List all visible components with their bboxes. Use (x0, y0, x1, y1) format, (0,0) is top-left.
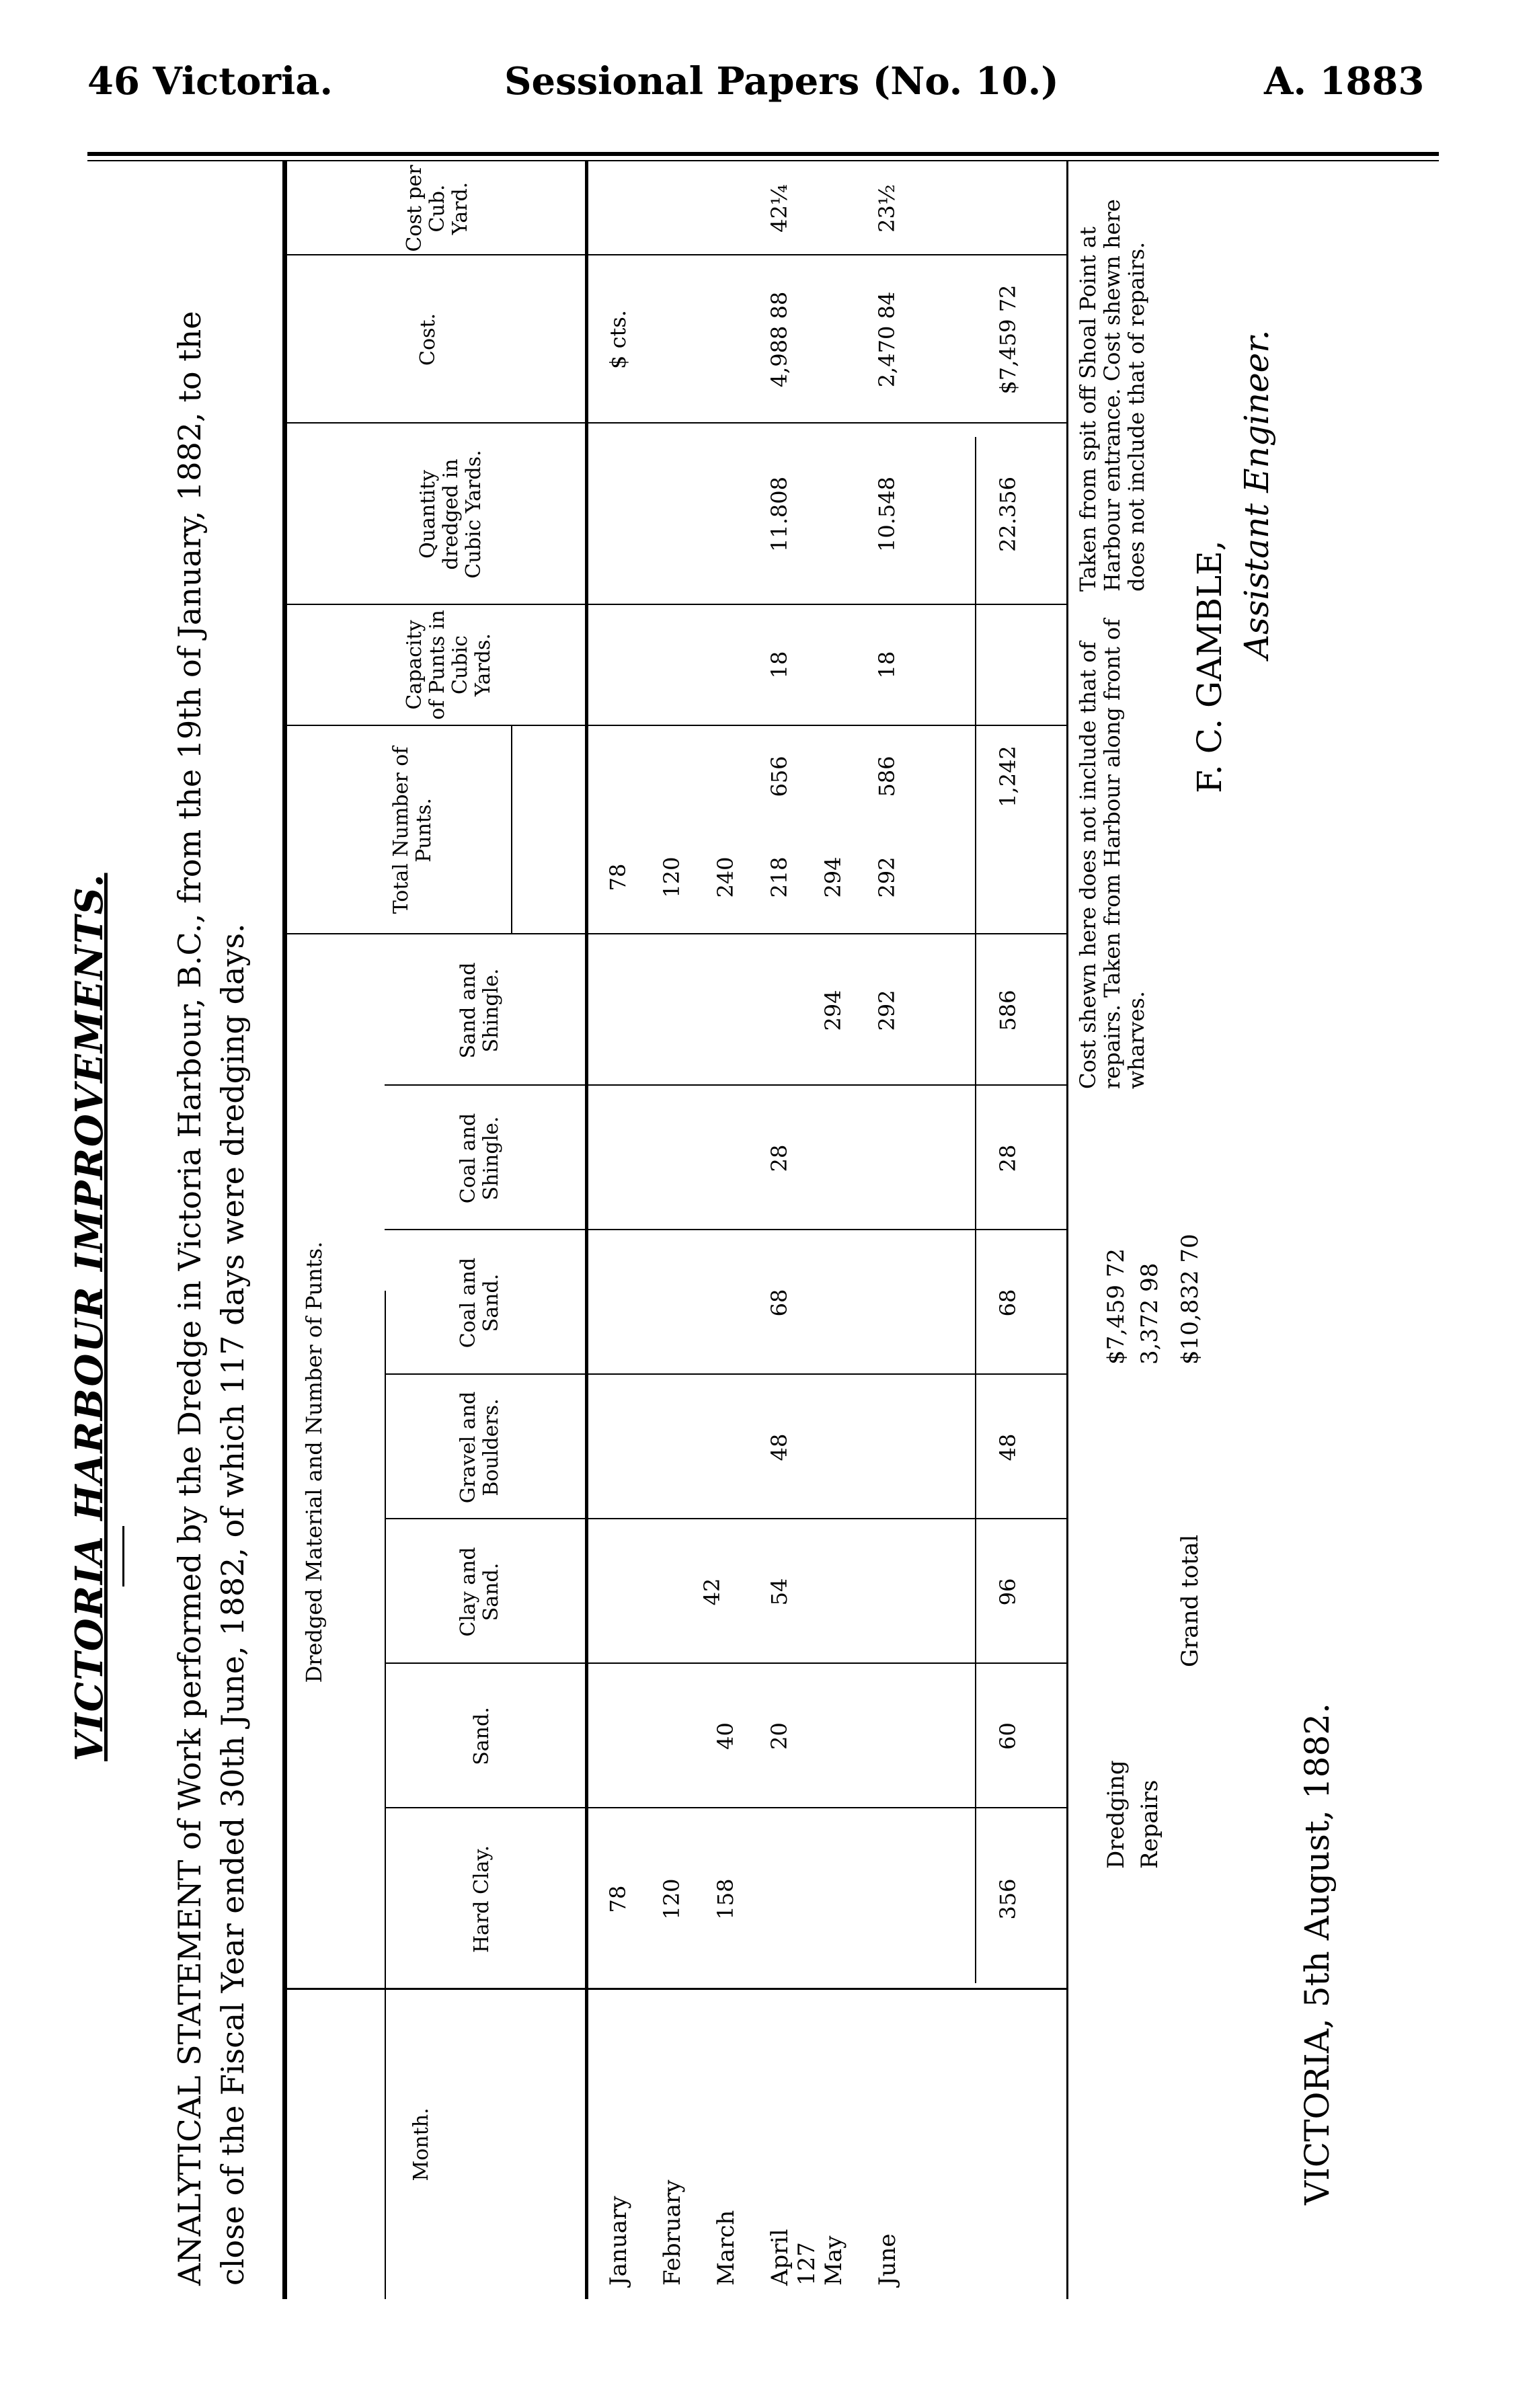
header-coal-sand: Coal and Sand. (457, 1257, 503, 1349)
col-sep-sand (385, 1662, 1066, 1664)
header-coal-shingle: Coal and Shingle. (457, 1113, 503, 1204)
table-header-rule (585, 161, 588, 2299)
col-sep-month (282, 1988, 1066, 1990)
cell-apr-gravel: 48 (766, 1433, 792, 1461)
page-number: 127 (793, 2242, 820, 2286)
summary-dredging-label: Dredging (1103, 1760, 1130, 1869)
col-sep-capacity (282, 604, 1066, 605)
rotated-page-content (0, 121, 1358, 2339)
row-january-month: January (605, 2196, 632, 2286)
remark-1: Cost shewn here does not include that of repairs. Taken from Harbour along front of wharves. (1075, 618, 1149, 1089)
totals-rule (975, 437, 976, 1983)
total-hard-clay: 356 (995, 1878, 1021, 1920)
header-total-punts: Total Number of Punts. (389, 746, 436, 914)
row-april-month: April (766, 2229, 793, 2286)
header-material-group: Dredged Material and Number of Punts. (301, 1241, 327, 1683)
col-sep-gravel (385, 1373, 1066, 1375)
summary-dredging-value: $7,459 72 (1103, 1248, 1130, 1365)
cell-mar-punts: 240 (713, 856, 738, 898)
total-gravel: 48 (995, 1433, 1021, 1461)
document-title: VICTORIA HARBOUR IMPROVEMENTS. (67, 873, 112, 1761)
cell-apr-sand: 20 (766, 1722, 792, 1750)
cell-jun-capacity: 18 (874, 651, 900, 679)
header-sand: Sand. (470, 1707, 494, 1765)
summary-grand-total-value: $10,832 70 (1177, 1234, 1204, 1365)
cell-apr-quantity: 11.808 (766, 477, 792, 552)
total-punts-subrule (511, 726, 512, 933)
table-top-rule (282, 161, 287, 2299)
col-sep-hardclay (385, 1807, 1066, 1808)
cell-may-sand-shingle: 294 (820, 990, 846, 1031)
total-cost: $7,459 72 (995, 284, 1021, 395)
cost-units: $ cts. (605, 310, 631, 369)
cell-mar-hard-clay: 158 (713, 1878, 738, 1920)
cell-apr-cost: 4,988 88 (766, 291, 792, 388)
total-coal-shingle: 28 (995, 1144, 1021, 1172)
header-month: Month. (409, 2108, 433, 2181)
cell-jun-punts: 292 (874, 856, 900, 898)
cell-jan-punts: 78 (605, 863, 631, 891)
material-group-rule (385, 1291, 386, 2299)
col-sep-claysand (385, 1518, 1066, 1519)
header-gravel-boulders: Gravel and Boulders. (457, 1391, 503, 1504)
signature-title: Assistant Engineer. (1237, 329, 1276, 659)
col-sep-totalpunts (282, 725, 1066, 726)
cell-apr-punts-group: 656 (766, 756, 792, 797)
total-punts: 1,242 (995, 746, 1021, 807)
table-bottom-rule (1066, 161, 1068, 2299)
row-june-month: June (874, 2233, 901, 2286)
cell-feb-hard-clay: 120 (659, 1878, 684, 1920)
cell-jun-punts-group: 586 (874, 756, 900, 797)
total-quantity: 22.356 (995, 477, 1021, 552)
cell-apr-punts: 218 (766, 856, 792, 898)
row-march-month: March (713, 2210, 740, 2286)
cell-apr-cost-per-yard: 42¼ (766, 184, 792, 233)
summary-repairs-label: Repairs (1136, 1779, 1163, 1869)
title-underline-short (122, 1526, 124, 1587)
summary-grand-total-label: Grand total (1177, 1534, 1204, 1667)
header-quantity: Quantity dredged in Cubic Yards. (416, 450, 485, 579)
cell-mar-clay-sand: 42 (699, 1578, 725, 1606)
row-february-month: February (659, 2179, 686, 2286)
cell-apr-capacity: 18 (766, 651, 792, 679)
header-clay-sand: Clay and Sand. (457, 1547, 503, 1637)
summary-repairs-value: 3,372 98 (1136, 1262, 1163, 1365)
header-right: A. 1883 (1264, 59, 1425, 104)
place-date: VICTORIA, 5th August, 1882. (1298, 1703, 1337, 2205)
cell-jun-cost: 2,470 84 (874, 291, 900, 388)
row-may-month: May (820, 2235, 847, 2286)
cell-may-punts: 294 (820, 856, 846, 898)
cell-jan-hard-clay: 78 (605, 1885, 631, 1913)
header-sand-shingle: Sand and Shingle. (457, 962, 503, 1059)
col-sep-coalsand (385, 1229, 1066, 1230)
header-cost-per-yard: Cost per Cub. Yard. (403, 165, 472, 252)
total-sand: 60 (995, 1722, 1021, 1750)
cell-apr-coal-sand: 68 (766, 1289, 792, 1317)
cell-jun-cost-per-yard: 23½ (874, 184, 900, 233)
header-center: Sessional Papers (No. 10.) (504, 59, 1059, 104)
total-coal-sand: 68 (995, 1289, 1021, 1317)
cell-jun-sand-shingle: 292 (874, 990, 900, 1031)
header-left: 46 Victoria. (87, 59, 333, 104)
cell-apr-coal-shingle: 28 (766, 1144, 792, 1172)
cell-apr-clay-sand: 54 (766, 1578, 792, 1606)
col-sep-coalshingle (385, 1084, 1066, 1086)
total-sand-shingle: 586 (995, 990, 1021, 1031)
col-sep-sandshingle (282, 933, 1066, 934)
header-hard-clay: Hard Clay. (470, 1845, 494, 1954)
header-cost: Cost. (416, 313, 440, 366)
header-capacity: Capacity of Punts in Cubic Yards. (403, 610, 495, 720)
statement-text: ANALYTICAL STATEMENT of Work performed by the Dredge in Victoria Harbour, B.C., from the 19th of January, 1882, to the close of the Fiscal Year ended 30th June, 1882, of which 117 days were dredging days. (171, 311, 251, 2286)
cell-mar-sand: 40 (713, 1722, 738, 1750)
cell-feb-punts: 120 (659, 856, 684, 898)
col-sep-quantity (282, 422, 1066, 424)
col-sep-cost (282, 254, 1066, 255)
cell-jun-quantity: 10.548 (874, 477, 900, 552)
remark-2: Taken from spit off Shoal Point at Harbour entrance. Cost shewn here does not include that of repairs. (1075, 199, 1149, 592)
signature-name: F. C. GAMBLE, (1190, 540, 1229, 793)
total-clay-sand: 96 (995, 1578, 1021, 1606)
